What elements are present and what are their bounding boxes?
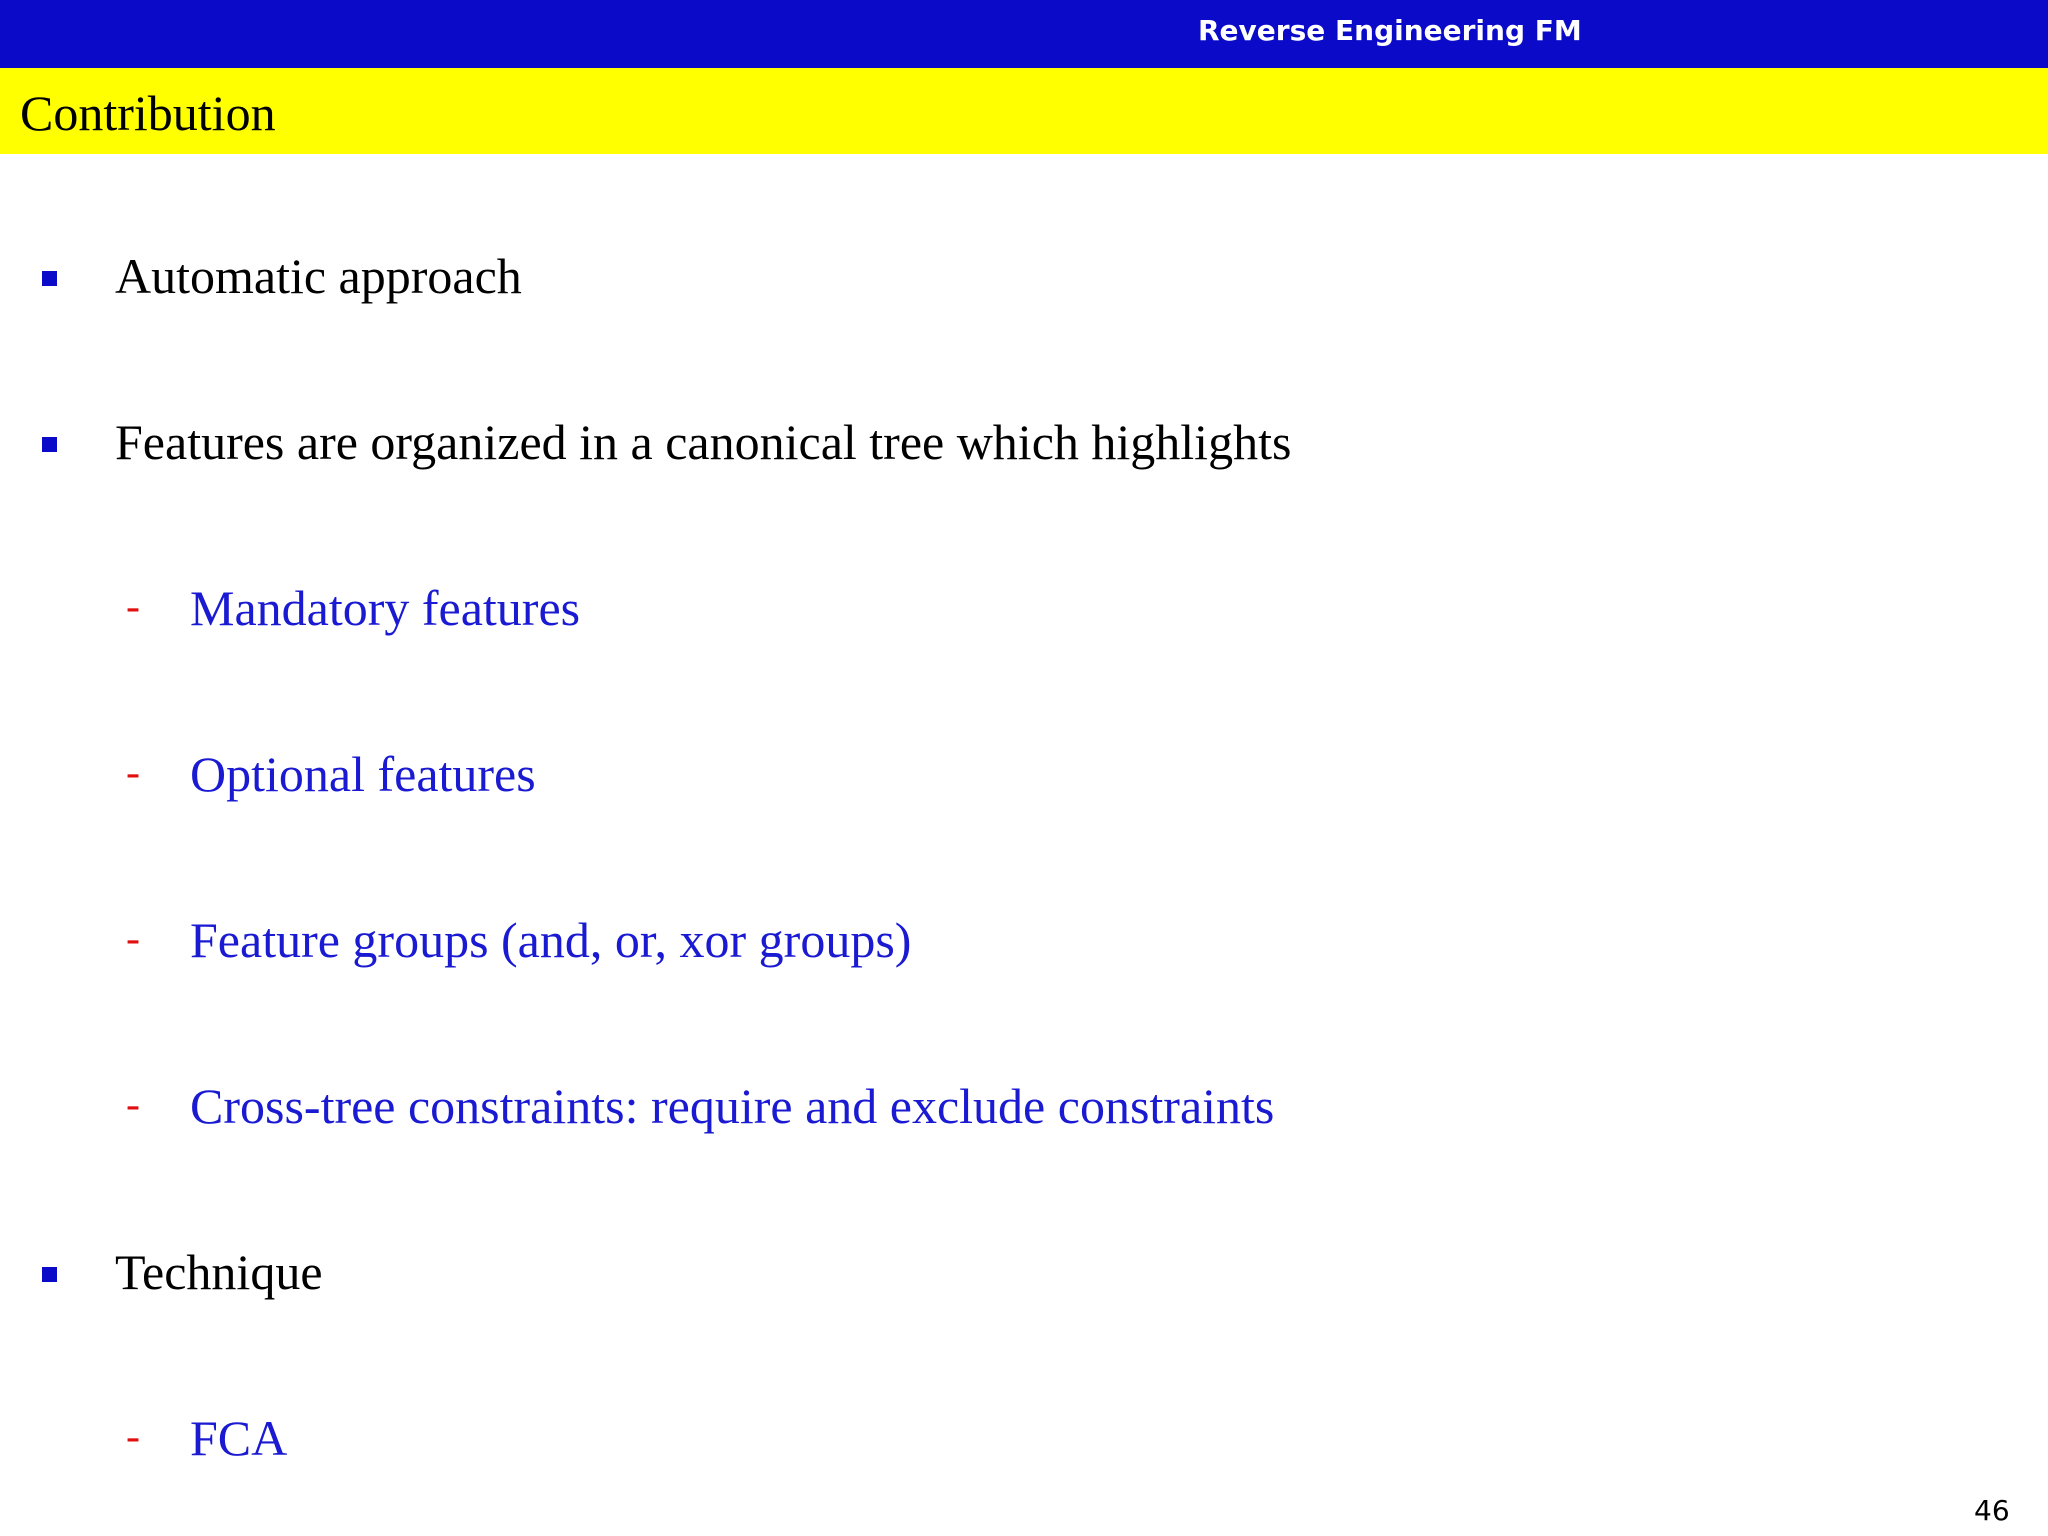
page-number: 46: [1974, 1494, 2010, 1527]
square-bullet-icon: [42, 271, 57, 286]
dash-marker: -: [126, 584, 140, 630]
square-bullet-icon: [42, 437, 57, 452]
bullet-text: Technique: [115, 1244, 323, 1300]
section-title: Reverse Engineering FM: [1198, 14, 1582, 47]
sub-item-text: Cross-tree constraints: require and exclude constraints: [190, 1078, 1275, 1134]
dash-marker: -: [126, 750, 140, 796]
sub-item-text: Feature groups (and, or, xor groups): [190, 912, 912, 968]
sub-item-text: Optional features: [190, 746, 536, 802]
title-bar: [0, 68, 2048, 154]
section-header-bar: [0, 0, 2048, 68]
dash-marker: -: [126, 916, 140, 962]
sub-item-text: FCA: [190, 1410, 288, 1466]
square-bullet-icon: [42, 1267, 57, 1282]
bullet-text: Automatic approach: [115, 248, 522, 304]
slide-title: Contribution: [20, 85, 276, 141]
bullet-text: Features are organized in a canonical tree which highlights: [115, 414, 1292, 470]
dash-marker: -: [126, 1414, 140, 1460]
dash-marker: -: [126, 1082, 140, 1128]
sub-item-text: Mandatory features: [190, 580, 581, 636]
